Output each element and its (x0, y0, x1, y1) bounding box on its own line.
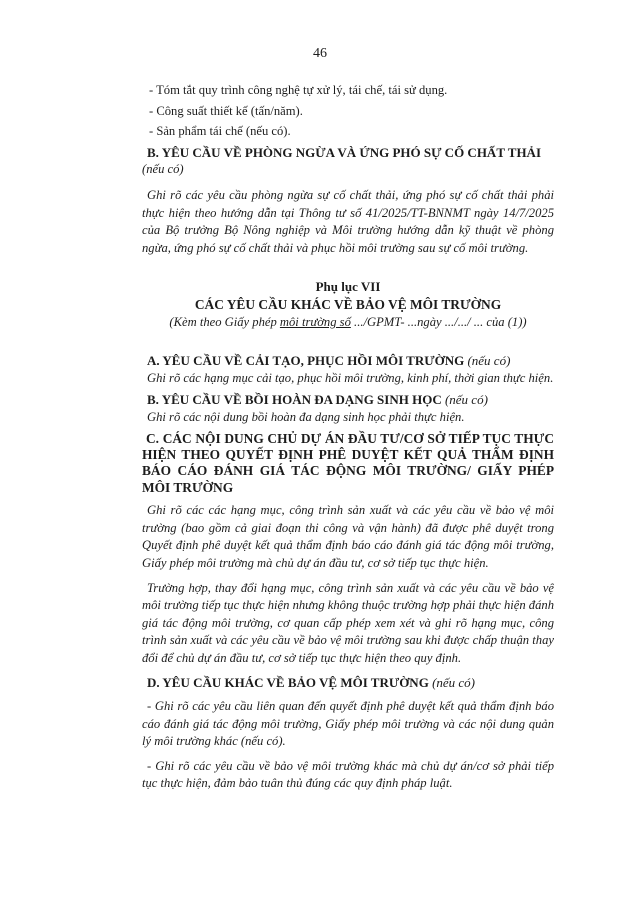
list-item: - Công suất thiết kế (tấn/năm). (149, 103, 303, 118)
list-item: - Sản phẩm tái chế (nếu có). (149, 124, 291, 139)
section-heading-d (142, 674, 554, 692)
heading-note: (nếu có) (142, 162, 184, 177)
subtitle-post: .../GPMT- ...ngày .../.../ ... của (1)) (350, 314, 527, 329)
appendix-title: Phụ lục VII (315, 279, 381, 295)
section-heading-waste-incident (142, 144, 554, 162)
subtitle-pre: (Kèm theo Giấy phép (169, 314, 280, 329)
page-number: 46 (313, 46, 327, 61)
page-body (142, 82, 554, 800)
heading-note: (nếu có) (444, 392, 488, 408)
heading-text: A. YÊU CẦU VỀ CẢI TẠO, PHỤC HỒI MÔI TRƯỜNG (147, 353, 465, 369)
heading-text: B. YÊU CẦU VỀ PHÒNG NGỪA VÀ ỨNG PHÓ SỰ CỐ CHẤT THẢI (147, 144, 542, 160)
appendix-heading: CÁC YÊU CẦU KHÁC VỀ BẢO VỆ MÔI TRƯỜNG (194, 296, 502, 312)
heading-note: (nếu có) (432, 675, 476, 691)
paragraph: - Ghi rõ các yêu cầu về bảo vệ môi trường khác mà chủ dự án/cơ sở phải tiếp tục thực hiện, đảm bảo tuân thủ đúng các quy định pháp luật. (142, 758, 554, 791)
heading-note: (nếu có) (467, 353, 511, 369)
paragraph: Ghi rõ các hạng mục cải tạo, phục hồi môi trường, kinh phí, thời gian thực hiện. (147, 370, 554, 385)
heading-text: D. YÊU CẦU KHÁC VỀ BẢO VỆ MÔI TRƯỜNG (147, 675, 429, 691)
subtitle-underlined: môi trường số (279, 314, 351, 329)
paragraph: - Ghi rõ các yêu cầu liên quan đến quyết định phê duyệt kết quả thẩm định báo cáo đánh giá tác động môi trường, Giấy phép môi trường và các nội dung quản lý môi trường khác (nếu có). (142, 699, 554, 749)
section-heading-a (142, 352, 554, 370)
paragraph: Ghi rõ các nội dung bồi hoàn đa dạng sinh học phải thực hiện. (147, 409, 465, 424)
paragraph: Ghi rõ các các hạng mục, công trình sản xuất và các yêu cầu về bảo vệ môi trường (bao gồm cả giai đoạn thi công và vận hành) đã được phê duyệt trong Quyết định phê duyệt kết quả thẩm định báo cáo đánh giá tác động môi trường, Giấy phép môi trường mà chủ dự án đầu tư, cơ sở tiếp tục thực hiện. (142, 503, 554, 570)
section-heading-b (142, 391, 554, 409)
appendix-subtitle (142, 314, 554, 332)
paragraph: Trường hợp, thay đổi hạng mục, công trình sản xuất và các yêu cầu về bảo vệ môi trường tiếp tục thực hiện nhưng không thuộc trường hợp phải thực hiện đánh giá tác động môi trường, cơ quan cấp phép xem xét và ghi rõ hạng mục, công trình sản xuất và các yêu cầu về bảo vệ môi trường sau khi được chấp thuận thay đổi để chủ dự án đầu tư, cơ sở tiếp tục thực hiện theo quy định. (142, 580, 554, 665)
list-item: - Tóm tắt quy trình công nghệ tự xử lý, tái chế, tái sử dụng. (149, 83, 448, 97)
paragraph: Ghi rõ các yêu cầu phòng ngừa sự cố chất thải, ứng phó sự cố chất thải phải thực hiện theo hướng dẫn tại Thông tư số 41/2025/TT-BNNMT ngày 14/7/2025 của Bộ trưởng Bộ Nông nghiệp và Môi trường hướng dẫn kỹ thuật về phòng ngừa, ứng phó sự cố chất thải và phục hồi môi trường sau sự cố môi trường. (142, 187, 554, 255)
section-heading-c: C. CÁC NỘI DUNG CHỦ DỰ ÁN ĐẦU TƯ/CƠ SỞ TIẾP TỤC THỰC HIỆN THEO QUYẾT ĐỊNH PHÊ DUYỆT KẾT QUẢ THẨM ĐỊNH BÁO CÁO ĐÁNH GIÁ TÁC ĐỘNG MÔI TRƯỜNG/ GIẤY PHÉP MÔI TRƯỜNG (142, 430, 554, 495)
heading-text: B. YÊU CẦU VỀ BỒI HOÀN ĐA DẠNG SINH HỌC (147, 392, 442, 408)
